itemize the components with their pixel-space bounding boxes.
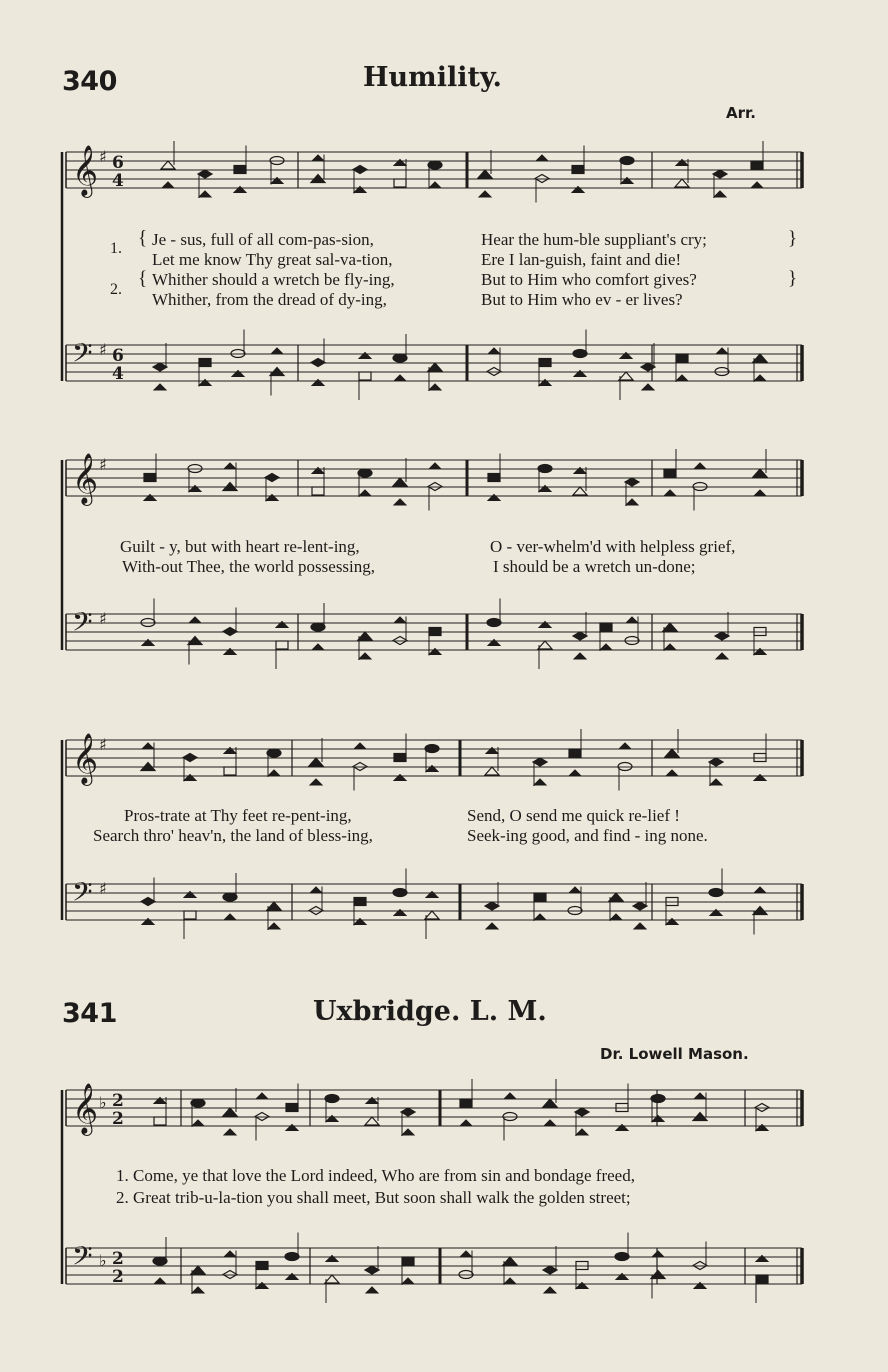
note-head <box>359 653 371 659</box>
note-head <box>714 191 726 197</box>
note-head <box>359 372 371 380</box>
note-head <box>539 380 551 386</box>
note-head <box>393 354 407 362</box>
note-head <box>184 892 196 898</box>
note-head <box>576 1283 588 1289</box>
lyric-line: Let me know Thy great sal-va-tion, <box>152 250 393 269</box>
lyric-line: Pros-trate at Thy feet re-pent-ing, <box>124 806 352 825</box>
note-head <box>224 649 236 655</box>
clef-icon: 𝄞 <box>72 1083 99 1134</box>
note-head <box>154 1278 166 1284</box>
note-head <box>753 354 767 362</box>
note-head <box>709 889 723 897</box>
note-head <box>675 179 689 187</box>
note-head <box>574 371 586 377</box>
note-head <box>153 363 167 371</box>
lyric-line: Whither, from the dread of dy-ing, <box>152 290 387 309</box>
note-head <box>189 617 201 623</box>
note-head <box>142 919 154 925</box>
clef-icon: 𝄞 <box>72 453 99 504</box>
note-head <box>652 1116 664 1122</box>
note-head <box>223 1108 237 1116</box>
note-head <box>402 1129 414 1135</box>
clef-icon: 𝄢 <box>72 876 93 914</box>
hymn-title: Humility. <box>363 62 502 93</box>
note-head <box>676 160 688 166</box>
note-head <box>312 644 324 650</box>
note-head <box>311 359 325 367</box>
note-head <box>620 157 634 165</box>
note-head <box>754 887 766 893</box>
note-head <box>754 490 766 496</box>
note-head <box>576 1129 588 1135</box>
note-head <box>312 155 324 161</box>
note-head <box>676 375 688 381</box>
note-head <box>141 898 155 906</box>
note-head <box>429 384 441 390</box>
note-head <box>625 478 639 486</box>
note-head <box>199 380 211 386</box>
note-head <box>311 623 325 631</box>
note-head <box>536 155 548 161</box>
note-head <box>633 902 647 910</box>
note-head <box>574 653 586 659</box>
note-head <box>429 628 441 636</box>
note-head <box>426 892 438 898</box>
lyric-line: Whither should a wretch be fly-ing, <box>152 270 395 289</box>
note-head <box>488 348 500 354</box>
time-signature: 2 <box>112 1109 124 1129</box>
note-head <box>663 623 677 631</box>
note-head <box>539 359 551 367</box>
note-head <box>354 187 366 193</box>
note-head <box>575 1108 589 1116</box>
note-head <box>429 182 441 188</box>
note-head <box>286 1274 298 1280</box>
note-head <box>652 1251 664 1257</box>
note-head <box>538 641 552 649</box>
note-head <box>154 1117 166 1125</box>
note-head <box>642 384 654 390</box>
note-head <box>569 770 581 776</box>
note-head <box>393 478 407 486</box>
note-head <box>488 474 500 482</box>
note-head <box>634 923 646 929</box>
note-head <box>325 1095 339 1103</box>
note-head <box>486 748 498 754</box>
note-head <box>504 1093 516 1099</box>
key-signature-icon: ♯ <box>99 735 107 754</box>
note-head <box>620 353 632 359</box>
lyric-line: Ere I lan-guish, faint and die! <box>481 250 682 269</box>
note-head <box>619 743 631 749</box>
note-head <box>543 1266 557 1274</box>
note-head <box>609 893 623 901</box>
lyric-line: Seek-ing good, and find - ing none. <box>467 826 708 845</box>
note-head <box>393 889 407 897</box>
note-head <box>312 468 324 474</box>
note-head <box>144 474 156 482</box>
note-head <box>265 474 279 482</box>
note-head <box>309 758 323 766</box>
note-head <box>326 1256 338 1262</box>
note-head <box>312 380 324 386</box>
note-head <box>488 640 500 646</box>
note-head <box>460 1251 472 1257</box>
hymn-number: 341 <box>62 998 117 1029</box>
note-head <box>710 910 722 916</box>
note-head <box>394 179 406 187</box>
note-head <box>192 1287 204 1293</box>
note-head <box>573 632 587 640</box>
note-head <box>276 641 288 649</box>
note-head <box>224 1251 236 1257</box>
note-head <box>232 371 244 377</box>
note-head <box>666 919 678 925</box>
note-head <box>626 617 638 623</box>
composer-credit: Dr. Lowell Mason. <box>600 1045 749 1063</box>
note-head <box>325 1275 339 1283</box>
note-head <box>651 1095 665 1103</box>
note-head <box>713 170 727 178</box>
time-signature: 2 <box>112 1267 124 1287</box>
note-head <box>394 910 406 916</box>
verse-number: 1. <box>110 240 122 257</box>
note-head <box>573 487 587 495</box>
note-head <box>485 902 499 910</box>
note-head <box>694 1283 706 1289</box>
note-head <box>224 1129 236 1135</box>
note-head <box>619 372 633 380</box>
note-head <box>428 363 442 371</box>
lyric-line: I should be a wretch un-done; <box>493 557 696 576</box>
arranger-credit: Arr. <box>726 104 756 122</box>
note-head <box>234 166 246 174</box>
note-head <box>192 1120 204 1126</box>
note-head <box>569 749 581 757</box>
note-head <box>366 1098 378 1104</box>
note-head <box>266 495 278 501</box>
key-signature-icon: ♯ <box>99 340 107 359</box>
note-head <box>365 1266 379 1274</box>
note-head <box>310 887 322 893</box>
note-head <box>615 1253 629 1261</box>
note-head <box>569 887 581 893</box>
note-head <box>191 1266 205 1274</box>
note-head <box>716 653 728 659</box>
note-head <box>478 170 492 178</box>
note-head <box>223 628 237 636</box>
lyric-line: 1. Come, ye that love the Lord indeed, Who are from sin and bondage freed, <box>116 1166 635 1185</box>
note-head <box>664 490 676 496</box>
note-head <box>543 1099 557 1107</box>
time-signature: 2 <box>112 1091 124 1111</box>
lyric-line: But to Him who ev - er lives? <box>481 290 683 309</box>
note-head <box>572 187 584 193</box>
note-head <box>666 770 678 776</box>
note-head <box>191 1099 205 1107</box>
lyric-line: O - ver-whelm'd with helpless grief, <box>490 537 736 556</box>
note-head <box>460 1099 472 1107</box>
note-head <box>394 754 406 762</box>
note-head <box>312 487 324 495</box>
note-head <box>610 914 622 920</box>
note-head <box>267 749 281 757</box>
note-head <box>425 745 439 753</box>
note-head <box>429 463 441 469</box>
note-head <box>488 495 500 501</box>
note-head <box>256 1093 268 1099</box>
note-head <box>756 1125 768 1131</box>
note-head <box>271 348 283 354</box>
lyric-line: Je - sus, full of all com-pas-sion, <box>152 230 374 249</box>
verse-brace: } <box>788 268 798 289</box>
note-head <box>715 632 729 640</box>
note-head <box>162 182 174 188</box>
key-signature-icon: ♭ <box>99 1251 107 1270</box>
key-signature-icon: ♯ <box>99 455 107 474</box>
time-signature: 4 <box>112 171 124 191</box>
note-head <box>539 622 551 628</box>
note-head <box>573 350 587 358</box>
note-head <box>401 1108 415 1116</box>
note-head <box>267 902 281 910</box>
note-head <box>354 919 366 925</box>
note-head <box>756 1256 768 1262</box>
note-head <box>664 469 676 477</box>
note-head <box>664 644 676 650</box>
note-head <box>276 622 288 628</box>
note-head <box>428 161 442 169</box>
lyric-line: Search thro' heav'n, the land of bless-ing, <box>93 826 373 845</box>
lyric-line: But to Him who comfort gives? <box>481 270 697 289</box>
note-head <box>271 178 283 184</box>
note-head <box>504 1278 516 1284</box>
note-head <box>394 499 406 505</box>
note-head <box>479 191 491 197</box>
note-head <box>142 640 154 646</box>
note-head <box>756 1275 768 1283</box>
note-head <box>534 893 546 901</box>
note-head <box>533 758 547 766</box>
note-head <box>184 775 196 781</box>
note-head <box>572 166 584 174</box>
note-head <box>574 468 586 474</box>
note-head <box>394 617 406 623</box>
note-head <box>310 779 322 785</box>
note-head <box>539 486 551 492</box>
note-head <box>485 767 499 775</box>
note-head <box>142 743 154 749</box>
note-head <box>425 911 439 919</box>
note-head <box>709 758 723 766</box>
note-head <box>199 359 211 367</box>
time-signature: 6 <box>112 153 124 173</box>
note-head <box>487 619 501 627</box>
note-head <box>353 166 367 174</box>
lyric-line: Send, O send me quick re-lief ! <box>467 806 680 825</box>
note-head <box>268 923 280 929</box>
note-head <box>183 754 197 762</box>
clef-icon: 𝄢 <box>72 337 93 375</box>
note-head <box>753 469 767 477</box>
note-head <box>394 375 406 381</box>
clef-icon: 𝄞 <box>72 733 99 784</box>
note-head <box>354 898 366 906</box>
lyric-line: Hear the hum-ble suppliant's cry; <box>481 230 707 249</box>
note-head <box>286 1125 298 1131</box>
note-head <box>626 499 638 505</box>
lyric-line: With-out Thee, the world possessing, <box>122 557 376 576</box>
note-head <box>359 353 371 359</box>
note-head <box>429 649 441 655</box>
key-signature-icon: ♯ <box>99 609 107 628</box>
clef-icon: 𝄢 <box>72 1240 93 1278</box>
note-head <box>256 1283 268 1289</box>
note-head <box>534 779 546 785</box>
note-head <box>365 1117 379 1125</box>
time-signature: 6 <box>112 346 124 366</box>
verse-brace: { <box>138 267 148 290</box>
lyric-line: Guilt - y, but with heart re-lent-ing, <box>120 537 360 556</box>
key-signature-icon: ♯ <box>99 147 107 166</box>
key-signature-icon: ♭ <box>99 1093 107 1112</box>
key-signature-icon: ♯ <box>99 879 107 898</box>
note-head <box>600 644 612 650</box>
note-head <box>600 623 612 631</box>
note-head <box>751 161 763 169</box>
lyric-line: 2. Great trib-u-la-tion you shall meet, But soon shall walk the golden street; <box>116 1188 631 1207</box>
note-head <box>751 182 763 188</box>
note-head <box>268 770 280 776</box>
verse-number: 2. <box>110 281 122 298</box>
note-head <box>154 384 166 390</box>
hymn-number: 340 <box>62 66 117 97</box>
note-head <box>326 1116 338 1122</box>
note-head <box>676 354 688 362</box>
note-head <box>359 490 371 496</box>
note-head <box>460 1120 472 1126</box>
note-head <box>426 766 438 772</box>
note-head <box>161 161 175 169</box>
note-head <box>189 486 201 492</box>
verse-brace: } <box>788 228 798 249</box>
hymn-title: Uxbridge. L. M. <box>313 996 547 1027</box>
clef-icon: 𝄞 <box>72 145 99 196</box>
note-head <box>366 1287 378 1293</box>
note-head <box>616 1125 628 1131</box>
note-head <box>358 632 372 640</box>
note-head <box>716 348 728 354</box>
note-head <box>358 469 372 477</box>
note-head <box>754 775 766 781</box>
note-head <box>544 1287 556 1293</box>
note-head <box>538 465 552 473</box>
note-head <box>402 1257 414 1265</box>
note-head <box>224 463 236 469</box>
note-head <box>694 463 706 469</box>
note-head <box>144 495 156 501</box>
note-head <box>754 375 766 381</box>
note-head <box>224 767 236 775</box>
note-head <box>694 1093 706 1099</box>
note-head <box>234 187 246 193</box>
note-head <box>665 749 679 757</box>
note-head <box>616 1274 628 1280</box>
note-head <box>394 775 406 781</box>
note-head <box>184 911 196 919</box>
note-head <box>394 160 406 166</box>
note-head <box>224 748 236 754</box>
note-head <box>486 923 498 929</box>
note-head <box>402 1278 414 1284</box>
clef-icon: 𝄢 <box>72 606 93 644</box>
note-head <box>544 1120 556 1126</box>
note-head <box>153 1257 167 1265</box>
note-head <box>199 191 211 197</box>
note-head <box>256 1262 268 1270</box>
note-head <box>154 1098 166 1104</box>
note-head <box>223 893 237 901</box>
note-head <box>285 1253 299 1261</box>
note-head <box>641 363 655 371</box>
time-signature: 4 <box>112 364 124 384</box>
verse-brace: { <box>138 227 148 250</box>
note-head <box>503 1257 517 1265</box>
note-head <box>224 914 236 920</box>
note-head <box>534 914 546 920</box>
note-head <box>286 1104 298 1112</box>
note-head <box>621 178 633 184</box>
time-signature: 2 <box>112 1249 124 1269</box>
note-head <box>754 649 766 655</box>
note-head <box>198 170 212 178</box>
note-head <box>354 743 366 749</box>
note-head <box>710 779 722 785</box>
